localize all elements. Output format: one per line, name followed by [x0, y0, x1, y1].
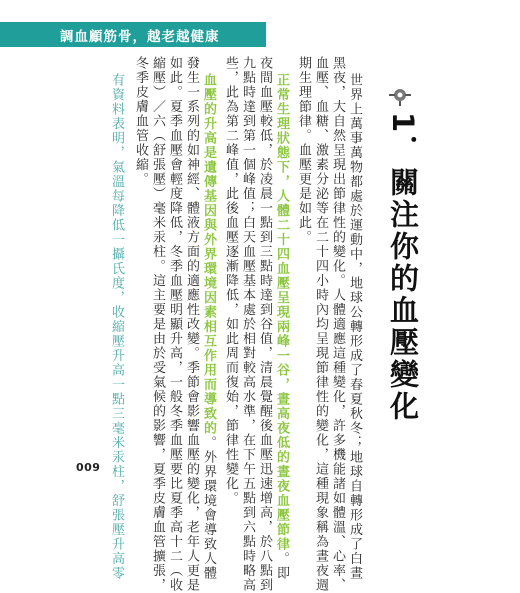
body-text-column: 夜間血壓較低，於凌晨一點到三點時達到谷值，清晨覺醒後血壓迅速增高，於八點到 [257, 56, 272, 593]
body-text-fragment: 。外界環境會導致人體 [201, 435, 216, 581]
body-text-column: 期生理節律。血壓更是如此。 [296, 56, 311, 245]
page-number: 009 [76, 461, 101, 474]
body-text-column: 冬季皮膚血管收縮。 [133, 56, 148, 187]
body-text-column [200, 73, 217, 581]
body-text-column: 縮壓）／六（舒張壓）毫米汞柱。這主要是由於受氣候的影響，夏季皮膚血管擴張， [150, 56, 165, 593]
highlighted-text: 血壓的升高是遺傳基因與外界環境因素相互作用而導致的 [201, 73, 216, 436]
body-text-column: 九點時達到第一個峰值；白天血壓基本處於相對較高水準，在下午五點到六點時略高 [240, 56, 255, 593]
body-text-column: 發生一系列的如神經、體液方面的適應性改變。季節會影響血壓的變化，老年人更是 [184, 56, 199, 593]
body-text-column: 世界上萬事萬物都處於運動中，地球公轉形成了春夏秋冬；地球自轉形成了白晝 [347, 73, 362, 581]
body-text-fragment: 。即 [274, 551, 289, 581]
body-text-column: 黑夜，大自然呈現出節律性的變化。人體適應這種變化，許多機能諸如體溫、心率、 [330, 56, 345, 593]
chapter-title: 1．關注你的血壓變化 [386, 112, 420, 424]
body-text-column: 有資料表明，氣溫每降低一攝氏度，收縮壓升高一點三毫米汞柱，舒張壓升高零 [109, 73, 124, 581]
body-text-column: 血壓、血糖、激素分泌等在二十四小時內均呈現節律性的變化，這種現象稱為晝夜週 [313, 56, 328, 593]
body-text-column: 些，此為第二峰值，此後血壓逐漸降低，如此周而復始，節律性變化。 [223, 56, 238, 506]
highlighted-text: 正常生理狀態下，人體二十四血壓呈現兩峰一谷，晝高夜低的晝夜血壓節律 [274, 73, 289, 552]
body-text-column [273, 73, 290, 581]
running-header [0, 22, 266, 47]
decorative-emblem-icon [383, 84, 417, 108]
running-header-title: 調血顧筋骨，越老越健康 [60, 29, 220, 45]
body-text-column: 如此。夏季血壓會輕度降低，冬季血壓明顯升高，一般冬季血壓要比夏季高十二（收 [167, 56, 182, 593]
